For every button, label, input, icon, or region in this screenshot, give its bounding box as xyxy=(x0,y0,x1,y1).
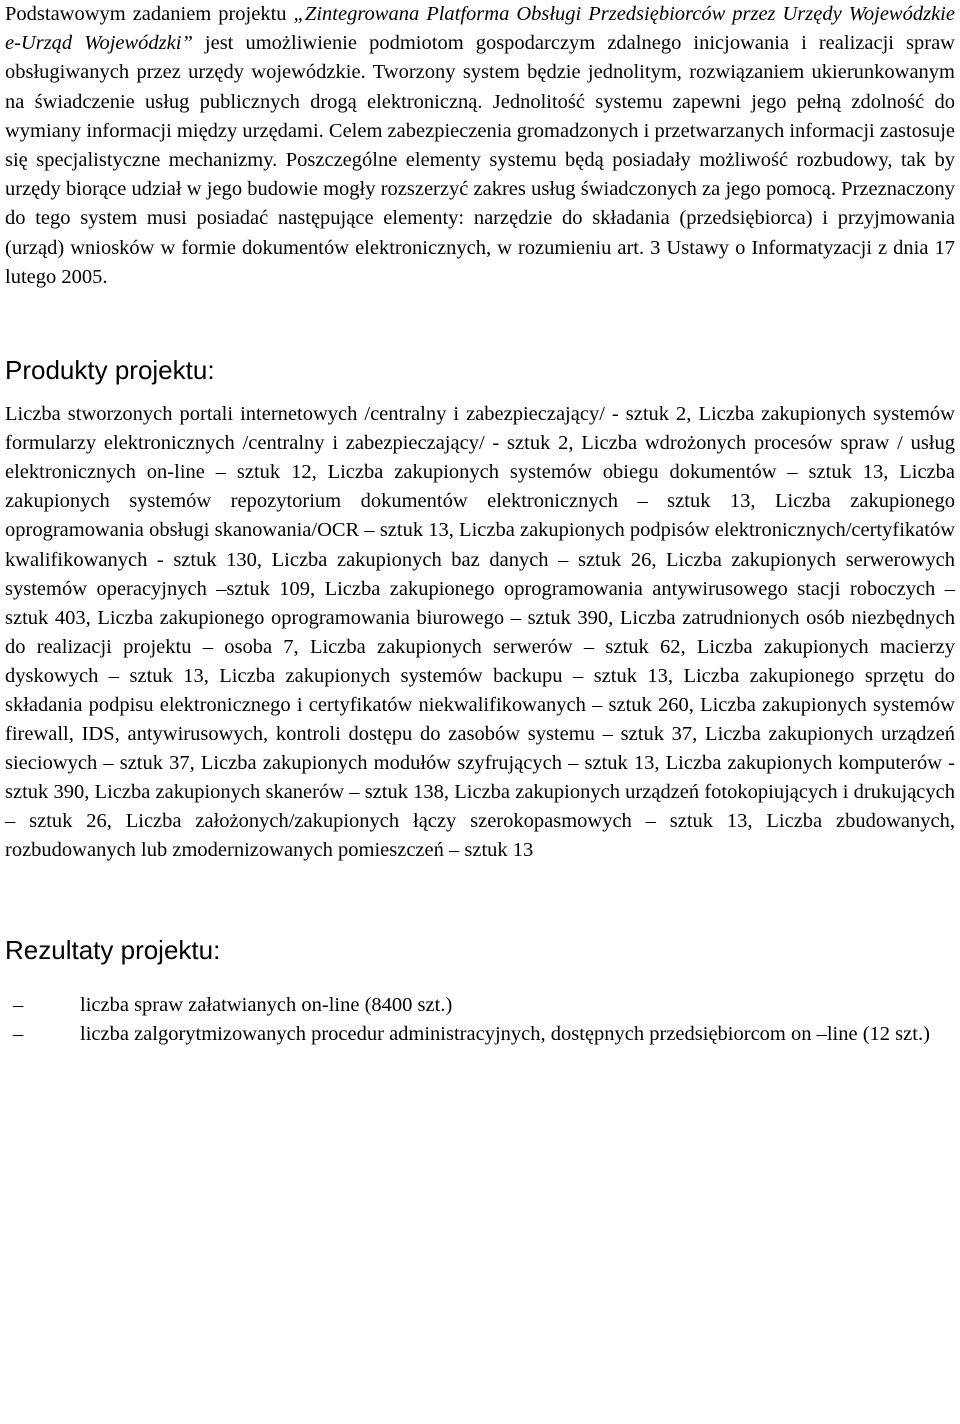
list-bullet: – xyxy=(13,993,24,1016)
intro-text-start: Podstawowym zadaniem projektu xyxy=(5,3,294,25)
list-item-text: liczba spraw załatwianych on-line (8400 szt.) xyxy=(80,993,453,1016)
document-page xyxy=(5,0,955,1049)
products-paragraph: Liczba stworzonych portali internetowych /centralny i zabezpieczający/ - sztuk 2, Liczba zakupionych systemów formularzy elektronicznych /centralny i zabezpieczający/ - sztuk 2, Liczba wdrożonych procesów spraw / usług elektronicznych on-line – sztuk 12, Liczba zakupionych systemów obiegu dokumentów – sztuk 13, Liczba zakupionych systemów repozytorium dokumentów elektronicznych – sztuk 13, Liczba zakupionego oprogramowania obsługi skanowania/OCR – sztuk 13, Liczba zakupionych podpisów elektronicznych/certyfikatów kwalifikowanych - sztuk 130, Liczba zakupionych baz danych – sztuk 26, Liczba zakupionych serwerowych systemów operacyjnych –sztuk 109, Liczba zakupionego oprogramowania antywirusowego stacji roboczych – sztuk 403, Liczba zakupionego oprogramowania biurowego – sztuk 390, Liczba zatrudnionych osób niezbędnych do realizacji projektu – osoba 7, Liczba zakupionych serwerów – sztuk 62, Liczba zakupionych macierzy dyskowych – sztuk 13, Liczba zakupionych systemów backupu – sztuk 13, Liczba zakupionego sprzętu do składania podpisu elektronicznego i certyfikatów niekwalifikowanych – sztuk 260, Liczba zakupionych systemów firewall, IDS, antywirusowych, kontroli dostępu do zasobów systemu – sztuk 37, Liczba zakupionych urządzeń sieciowych – sztuk 37, Liczba zakupionych modułów szyfrujących – sztuk 13, Liczba zakupionych komputerów - sztuk 390, Liczba zakupionych skanerów – sztuk 138, Liczba zakupionych urządzeń fotokopiujących i drukujących – sztuk 26, Liczba założonych/zakupionych łączy szerokopasmowych – sztuk 13, Liczba zbudowanych, rozbudowanych lub zmodernizowanych pomieszczeń – sztuk 13 xyxy=(5,403,955,862)
intro-text-rest: jest umożliwienie podmiotom gospodarczym zdalnego inicjowania i realizacji spraw obsługiwanych przez urzędy wojewódzkie. Tworzony system będzie jednolitym, rozwiązaniem ukierunkowanym na świadczenie usług publicznych drogą elektroniczną. Jednolitość systemu zapewni jego pełną zdolność do wymiany informacji między urzędami. Celem zabezpieczenia gromadzonych i przetwarzanych informacji zastosuje się specjalistyczne mechanizmy. Poszczególne elementy systemu będą posiadały możliwość rozbudowy, tak by urzędy biorące udział w jego budowie mogły rozszerzyć zakres usług świadczonych za jego pomocą. Przeznaczony do tego system musi posiadać następujące elementy: narzędzie do składania (przedsiębiorca) i przyjmowania (urząd) wniosków w formie dokumentów elektronicznych, w rozumieniu art. 3 Ustawy o Informatyzacji z dnia 17 lutego 2005. xyxy=(5,32,955,288)
list-bullet: – xyxy=(13,1022,24,1045)
list-item xyxy=(5,991,955,1020)
project-name: „Zintegrowana Platforma Obsługi Przedsiębiorców przez Urzędy Wojewódzkie e-Urząd Wojewódzki” xyxy=(5,3,955,55)
list-item-text: liczba zalgorytmizowanych procedur administracyjnych, dostępnych przedsiębiorcom on –line (12 szt.) xyxy=(80,1022,930,1045)
results-list xyxy=(5,991,955,1049)
results-heading: Rezultaty projektu: xyxy=(5,934,221,965)
intro-paragraph xyxy=(5,0,955,292)
products-heading: Produkty projektu: xyxy=(5,355,215,386)
list-item xyxy=(5,1020,955,1049)
